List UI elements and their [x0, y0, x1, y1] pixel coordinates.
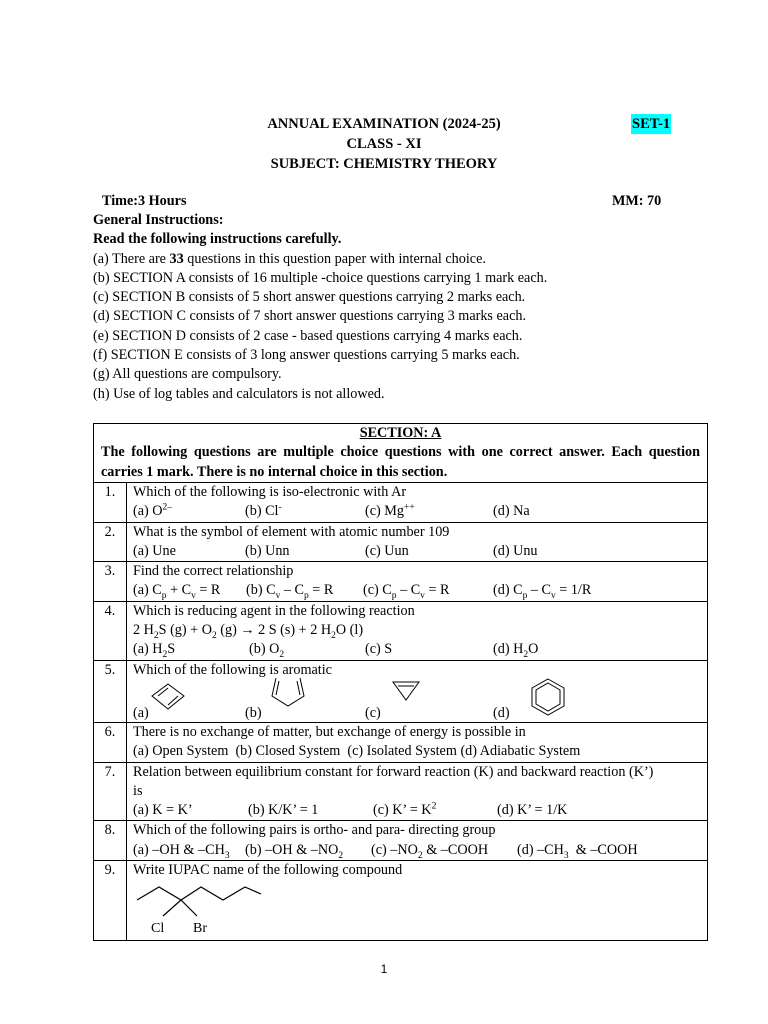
option-b: (b) –OH & $-NO_2$: [245, 841, 344, 861]
question-row-5: [94, 660, 708, 722]
question-text-continued: is: [133, 782, 143, 799]
question-number: 4.: [94, 601, 127, 660]
page-number: 1: [380, 962, 388, 976]
question-row-4: [94, 601, 708, 660]
question-row-8: [94, 821, 708, 861]
option-b: (b) $O_2$: [249, 641, 285, 661]
option-a: (a) $H_2S$: [133, 641, 176, 661]
options: [133, 502, 701, 521]
option-d: (d) $C_p - C_v = 1/R$: [493, 582, 592, 602]
max-marks: MM: 70: [612, 193, 662, 209]
options: [133, 542, 701, 561]
option-c: (c) $C_p - C_v = R$: [363, 582, 450, 602]
option-c: (c) S: [365, 641, 393, 658]
instruction-item: (f) SECTION E consists of 3 long answer questions carrying 5 marks each.: [93, 347, 520, 364]
options: [133, 841, 701, 860]
benzene-structure: [529, 677, 567, 717]
question-number: 8.: [94, 821, 127, 861]
question-text: Relation between equilibrium constant for forward reaction (K) and backward reaction (K’): [133, 763, 654, 780]
subject-title: SUBJECT: CHEMISTRY THEORY: [270, 156, 498, 172]
question-number: 7.: [94, 762, 127, 821]
question-number: 2.: [94, 522, 127, 562]
option-c: (c): [365, 704, 381, 721]
option-d: (d) $H_2O$: [493, 641, 539, 661]
reaction-equation: 2 $H_2S$ $(g) + O_2$ (g) → 2 S (s) + 2 $H_2O$ (l): [133, 622, 364, 641]
instruction-item: (d) SECTION C consists of 7 short answer questions carrying 3 marks each.: [93, 308, 527, 325]
option-d: (d) K’ = 1/K: [497, 802, 568, 819]
general-instructions: [93, 211, 713, 404]
question-number: 9.: [94, 861, 127, 941]
option-d: (d) Unu: [493, 542, 538, 559]
option-c: (c) $-NO_2$ & –COOH: [371, 841, 489, 861]
option-b: (b) Cl-: [245, 502, 282, 520]
section-title: SECTION: A: [359, 425, 442, 441]
exam-title: ANNUAL EXAMINATION (2024-25): [267, 116, 501, 132]
instruction-item: (g) All questions are compulsory.: [93, 366, 282, 383]
compound-structure: [133, 880, 701, 940]
instruction-item: (h) Use of log tables and calculators is not allowed.: [93, 385, 385, 402]
option-a: (a) Une: [133, 542, 176, 559]
option-a: (a): [133, 704, 149, 721]
cyclopentadiene-structure: [268, 674, 310, 708]
skeletal-formula: [135, 882, 265, 938]
question-text: Which is reducing agent in the following reaction: [133, 602, 415, 619]
question-row-7: [94, 762, 708, 821]
question-number: 3.: [94, 562, 127, 602]
question-text: There is no exchange of matter, but exchange of energy is possible in: [133, 723, 526, 740]
option-d: (d) Na: [493, 503, 530, 520]
question-row-2: [94, 522, 708, 562]
option-b: (b) $C_v - C_p = R$: [246, 582, 334, 602]
option-a: (a) K = K’: [133, 802, 193, 819]
class-title: CLASS - XI: [346, 136, 422, 152]
question-row-3: [94, 562, 708, 602]
section-header-row: [94, 424, 708, 483]
options: (a) Open System (b) Closed System (c) Isolated System (d) Adiabatic System: [133, 743, 581, 760]
cyclobutadiene-structure: [149, 682, 187, 712]
instructions-heading: General Instructions:: [93, 212, 224, 228]
option-b: (b) K/K’ = 1: [248, 802, 319, 819]
instruction-item: (e) SECTION D consists of 2 case - based questions carrying 4 marks each.: [93, 327, 523, 344]
option-d: (d): [493, 704, 510, 721]
question-text: Write IUPAC name of the following compound: [133, 862, 403, 879]
option-a: (a) $C_p + C_v = R$: [133, 582, 221, 602]
question-text: Find the correct relationship: [133, 563, 294, 580]
question-row-9: [94, 861, 708, 941]
set-badge: SET-1: [632, 116, 671, 132]
question-row-6: [94, 722, 708, 762]
section-description: The following questions are multiple choice questions with one correct answer. Each question carries 1 mark. There is no internal choice in this section.: [101, 444, 700, 480]
options: [133, 640, 701, 659]
time-allowed: Time:3 Hours: [102, 193, 187, 209]
option-c: (c) Mg++: [365, 502, 415, 520]
question-count: 33: [169, 250, 184, 267]
question-text: What is the symbol of element with atomic number 109: [133, 523, 450, 540]
question-text: Which of the following is iso-electronic with Ar: [133, 484, 407, 500]
option-a: (a) $O^{2-}$: [133, 502, 173, 520]
instruction-item: (b) SECTION A consists of 16 multiple -choice questions carrying 1 mark each.: [93, 269, 548, 286]
option-b: (b): [245, 704, 262, 721]
section-a-table: [93, 423, 708, 941]
question-number: 6.: [94, 722, 127, 762]
question-number: 1.: [94, 483, 127, 523]
option-c: (c) K’ = $K^2$: [373, 801, 437, 819]
cyclopropene-structure: [389, 679, 423, 703]
question-number: 5.: [94, 660, 127, 722]
instruction-text: (a) There are: [93, 250, 170, 267]
option-b: (b) Unn: [245, 542, 290, 559]
options: [133, 581, 701, 600]
instruction-item: (c) SECTION B consists of 5 short answer questions carrying 2 marks each.: [93, 289, 526, 306]
instruction-item: [93, 250, 713, 269]
option-a: (a) –OH & $-CH_3$: [133, 841, 230, 861]
option-d: (d) $-CH_3$ & –COOH: [517, 841, 638, 861]
question-text: Which of the following is aromatic: [133, 661, 332, 678]
structure-options: [133, 680, 701, 722]
instructions-subheading: Read the following instructions carefully.: [93, 231, 342, 248]
question-row-1: [94, 483, 708, 523]
question-text: Which of the following pairs is ortho- and para- directing group: [133, 822, 496, 839]
chlorine-label: Cl: [151, 921, 165, 937]
option-c: (c) Uun: [365, 542, 409, 559]
options: [133, 801, 701, 820]
bromine-label: Br: [193, 921, 207, 937]
instruction-text: questions in this question paper with internal choice.: [183, 250, 486, 267]
